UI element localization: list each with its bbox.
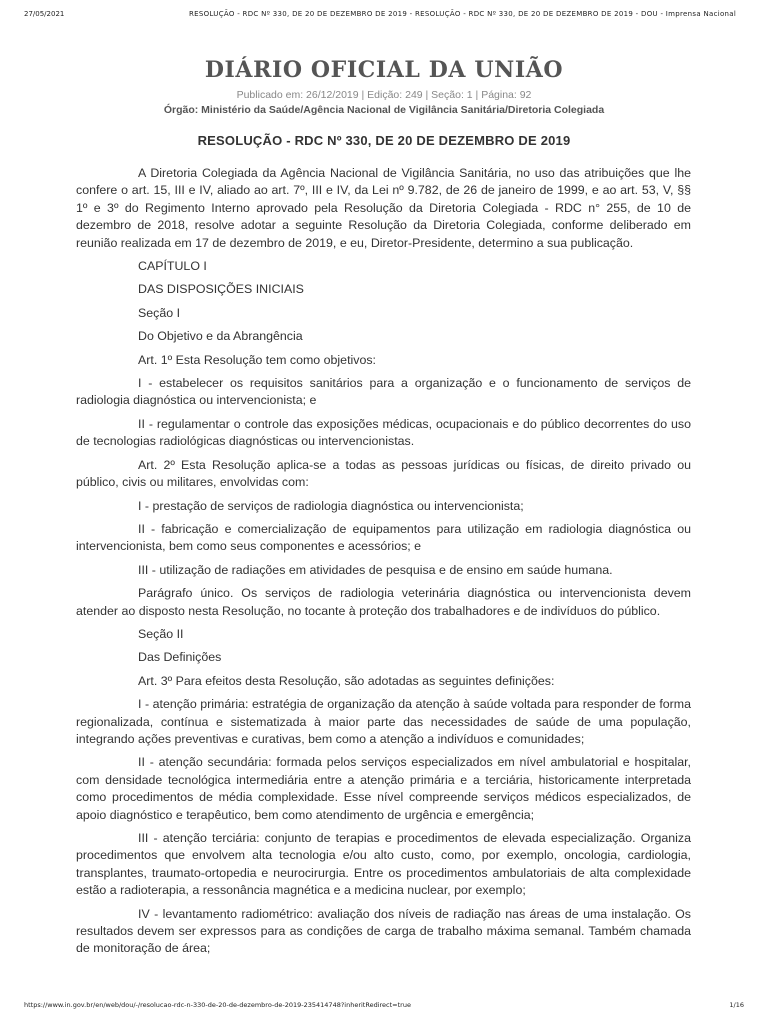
article-paragraph: Art. 1º Esta Resolução tem como objetivos: — [138, 352, 376, 367]
newspaper-title: DIÁRIO OFICIAL DA UNIÃO — [204, 57, 564, 83]
print-header-title: RESOLUÇÃO - RDC Nº 330, DE 20 DE DEZEMBRO DE 2019 - RESOLUÇÃO - RDC Nº 330, DE 20 DE DEZEMBRO DE 2019 - DOU - Imprensa Nacional — [189, 10, 737, 18]
section-heading: Seção II — [138, 626, 184, 641]
print-header — [24, 10, 744, 22]
print-date: 27/05/2021 — [24, 10, 65, 18]
article-item: I - estabelecer os requisitos sanitários para a organização e o funcionamento de serviços de radiologia diagnóstica ou intervencionista; e — [76, 376, 691, 408]
definition-item: III - atenção terciária: conjunto de terapias e procedimentos de elevada especialização. Organiza procedimentos que envolvem alta tecnologia e/ou alto custo, como, por exemplo, oncologia, cardiologia, transplantes, traumato-ortopedia e neurocirurgia. Entre os procedimentos ambulatoriais de alta complexidade estão a radioterapia, a ressonância magnética e a medicina nuclear, por exemplo; — [76, 831, 691, 898]
document-title: RESOLUÇÃO - RDC Nº 330, DE 20 DE DEZEMBRO DE 2019 — [197, 133, 571, 148]
document-body — [76, 165, 691, 964]
article-item: I - prestação de serviços de radiologia diagnóstica ou intervencionista; — [138, 498, 524, 513]
definition-item: I - atenção primária: estratégia de organização da atenção à saúde voltada para responder de forma regionalizada, contínua e sistematizada à maior parte das necessidades de saúde de uma população, integrando ações preventivas e curativas, bem como a atenção a indivíduos e comunidades; — [76, 697, 691, 746]
page-url: https://www.in.gov.br/en/web/dou/-/resolucao-rdc-n-330-de-20-de-dezembro-de-2019-235414748?inheritRedirect=true — [24, 1001, 411, 1009]
article-item: II - fabricação e comercialização de equipamentos para utilização em radiologia diagnóstica ou intervencionista, bem como seus componentes e acessórios; e — [76, 521, 691, 554]
print-footer — [24, 1001, 744, 1013]
article-item: II - regulamentar o controle das exposições médicas, ocupacionais e do público decorrentes do uso de tecnologias radiológicas diagnósticas ou intervencionistas. — [76, 416, 691, 449]
definition-item: II - atenção secundária: formada pelos serviços especializados em nível ambulatorial e hospitalar, com densidade tecnológica intermediária entre a atenção primária e a terciária, historicamente interpretada como procedimentos de média complexidade. Esse nível compreende serviços médicos especializados, de apoio diagnóstico e terapêutico, bem como atendimento de urgência e emergência; — [76, 755, 691, 822]
chapter-title: DAS DISPOSIÇÕES INICIAIS — [138, 282, 304, 297]
article-paragraph: Art. 2º Esta Resolução aplica-se a todas as pessoas jurídicas ou físicas, de direito privado ou público, civis ou militares, envolvidas com: — [76, 457, 691, 490]
page-number: 1/16 — [729, 1001, 744, 1009]
chapter-heading: CAPÍTULO I — [138, 259, 207, 274]
masthead — [0, 57, 768, 116]
publication-meta: Publicado em: 26/12/2019 | Edição: 249 | Seção: 1 | Página: 92 — [236, 89, 532, 101]
section-heading: Seção I — [138, 305, 181, 320]
sole-paragraph: Parágrafo único. Os serviços de radiologia veterinária diagnóstica ou intervencionista devem atender ao disposto nesta Resolução, no tocante à proteção dos trabalhadores e de indivíduos do público. — [76, 586, 691, 618]
issuing-agency: Órgão: Ministério da Saúde/Agência Nacional de Vigilância Sanitária/Diretoria Colegiada — [163, 104, 605, 116]
section-title: Do Objetivo e da Abrangência — [138, 329, 303, 344]
article-paragraph: Art. 3º Para efeitos desta Resolução, são adotadas as seguintes definições: — [138, 673, 555, 688]
definition-item: IV - levantamento radiométrico: avaliação dos níveis de radiação nas áreas de uma instalação. Os resultados devem ser expressos para as condições de carga de trabalho máxima semanal. Também chamada de monitoração de área; — [76, 906, 691, 956]
preamble: A Diretoria Colegiada da Agência Nacional de Vigilância Sanitária, no uso das atribuições que lhe confere o art. 15, III e IV, aliado ao art. 7º, III e IV, da Lei nº 9.782, de 26 de janeiro de 1999, e ao art. 53, V, §§ 1º e 3º do Regimento Interno aprovado pela Resolução da Diretoria Colegiada - RDC n° 255, de 10 de dezembro de 2018, resolve adotar a seguinte Resolução da Diretoria Colegiada, conforme deliberado em reunião realizada em 17 de dezembro de 2019, e eu, Diretor-Presidente, determino a sua publicação. — [76, 166, 691, 250]
article-item: III - utilização de radiações em atividades de pesquisa e de ensino em saúde humana. — [138, 562, 613, 577]
section-title: Das Definições — [138, 650, 222, 665]
